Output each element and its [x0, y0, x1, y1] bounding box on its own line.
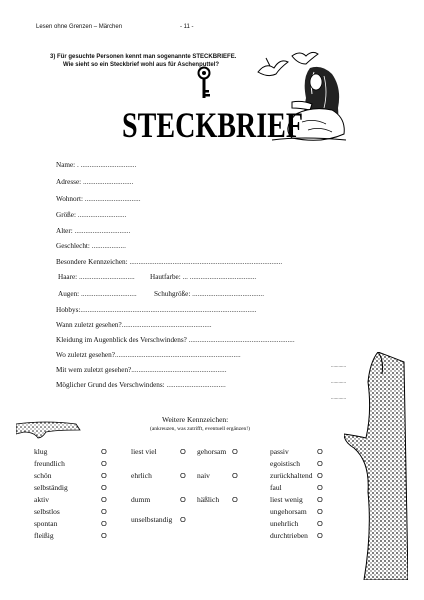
checkbox-circle[interactable]: O	[317, 519, 323, 528]
checkbox-circle[interactable]: O	[317, 459, 323, 468]
checkbox-circle[interactable]: O	[180, 447, 186, 456]
trait-label: faul	[270, 483, 282, 492]
task-line-2: Wie sieht so ein Steckbrief wohl aus für Aschenputtel?	[63, 62, 220, 68]
checkbox-circle[interactable]: O	[232, 447, 238, 456]
checkbox-circle[interactable]: O	[317, 495, 323, 504]
checkbox-circle[interactable]: O	[317, 447, 323, 456]
field-augen: Augen: ...............................	[58, 290, 137, 298]
trait-label: aktiv	[34, 495, 49, 504]
field-geschlecht: Geschlecht: ...................	[56, 242, 126, 250]
field-wo-zuletzt: Wo zuletzt gesehen?......................................................................	[56, 351, 241, 359]
trait-label: selbstlos	[34, 507, 60, 516]
trait-label: unehrlich	[270, 519, 299, 528]
trait-label: spontan	[34, 519, 58, 528]
field-name: Name: . ...............................	[56, 161, 137, 169]
kennzeichen-subtitle: (ankreuzen, was zutrifft, eventuell ergänzen!)	[150, 426, 250, 432]
trait-label: häßlich	[197, 495, 220, 504]
tree-trunk-illustration	[344, 352, 408, 580]
field-wohnort: Wohnort: ...............................	[56, 195, 141, 203]
checkbox-circle[interactable]: O	[101, 519, 107, 528]
kennzeichen-title: Weitere Kennzeichen:	[162, 415, 229, 424]
trait-label: ungehorsam	[270, 507, 307, 516]
checkbox-circle[interactable]: O	[180, 471, 186, 480]
checkbox-circle[interactable]: O	[317, 507, 323, 516]
side-dots: ............	[331, 396, 346, 401]
trait-label: durchtrieben	[270, 531, 308, 540]
header-title: Lesen ohne Grenzen – Märchen	[36, 24, 123, 30]
checkbox-circle[interactable]: O	[101, 471, 107, 480]
field-kleidung: Kleidung im Augenblick des Verschwindens? ...........................................................	[56, 336, 295, 344]
checkbox-circle[interactable]: O	[180, 495, 186, 504]
trait-label: unselbstandig	[131, 515, 173, 524]
field-wann-zuletzt: Wann zuletzt gesehen?..................................................	[56, 321, 212, 329]
field-hobbys: Hobbys:..................................................................................................	[56, 306, 257, 314]
field-besondere-kennzeichen: Besondere Kennzeichen: .....................................................................................	[56, 258, 283, 266]
checkbox-circle[interactable]: O	[180, 515, 186, 524]
checkbox-circle[interactable]: O	[101, 459, 107, 468]
field-schuhgroesse: Schuhgröße: ........................................	[154, 290, 265, 298]
trait-label: schön	[34, 471, 52, 480]
trait-label: liest viel	[131, 447, 157, 456]
trait-label: selbständig	[34, 483, 68, 492]
trait-label: dumm	[131, 495, 151, 504]
page-number: - 11 -	[180, 24, 194, 30]
branch-illustration	[16, 418, 84, 440]
checkbox-circle[interactable]: O	[317, 471, 323, 480]
checkbox-circle[interactable]: O	[317, 483, 323, 492]
trait-label: passiv	[270, 447, 289, 456]
task-line-1: 3) Für gesuchte Personen kennt man sogenannte STECKBRIEFE.	[50, 54, 237, 60]
trait-label: egoistisch	[270, 459, 300, 468]
trait-label: gehorsam	[197, 447, 227, 456]
trait-label: liest wenig	[270, 495, 303, 504]
trait-label: klug	[34, 447, 48, 456]
field-hautfarbe: Hautfarbe: ... .....................................	[150, 273, 257, 281]
field-groesse: Größe: ...........................	[56, 211, 127, 219]
key-icon	[196, 66, 212, 100]
checkbox-circle[interactable]: O	[101, 531, 107, 540]
field-adresse: Adresse: ............................	[56, 178, 134, 186]
field-haare: Haare: ...............................	[58, 273, 135, 281]
checkbox-circle[interactable]: O	[101, 507, 107, 516]
checkbox-circle[interactable]: O	[101, 483, 107, 492]
checkbox-circle[interactable]: O	[101, 495, 107, 504]
field-grund: Möglicher Grund des Verschwindens: .................................	[56, 381, 226, 389]
trait-label: freundlich	[34, 459, 65, 468]
side-dots: ............	[331, 380, 346, 385]
checkbox-circle[interactable]: O	[317, 531, 323, 540]
trait-label: ehrlich	[131, 471, 152, 480]
field-alter: Alter: ...............................	[56, 227, 131, 235]
checkbox-circle[interactable]: O	[101, 447, 107, 456]
steckbrief-title: STECKBRIEF	[122, 105, 304, 145]
field-mit-wem: Mit wem zuletzt gesehen?.....................................................	[56, 366, 227, 374]
checkbox-circle[interactable]: O	[232, 495, 238, 504]
trait-label: fleißig	[34, 531, 54, 540]
side-dots: ............	[331, 364, 346, 369]
trait-label: naiv	[197, 471, 210, 480]
checkbox-circle[interactable]: O	[232, 471, 238, 480]
trait-label: zurückhaltend	[270, 471, 313, 480]
